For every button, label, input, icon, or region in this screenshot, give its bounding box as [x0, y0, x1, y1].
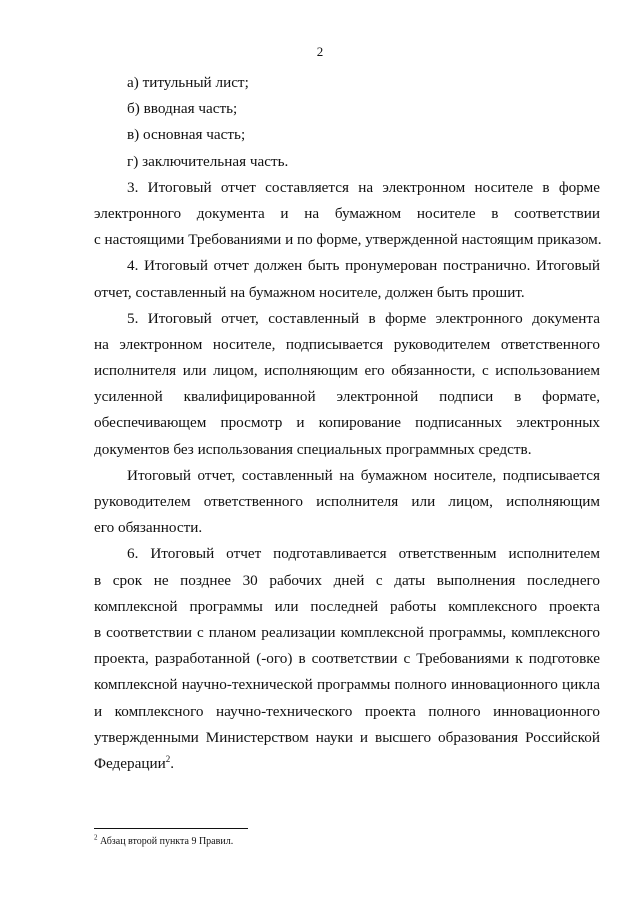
list-item: в) основная часть;: [127, 126, 246, 144]
paragraph-4-line: 4. Итоговый отчет должен быть пронумерован постранично. Итоговый: [127, 257, 600, 275]
footnote-marker: 2: [94, 833, 98, 842]
page-number: 2: [316, 44, 324, 59]
paragraph-5-line: исполнителя или лицом, исполняющим его обязанности, с использованием: [94, 362, 600, 380]
paragraph-3-line: электронного документа и на бумажном носителе в соответствии: [94, 204, 600, 222]
paragraph-6-line: проекта, разработанной (-ого) в соответствии с Требованиями к подготовке: [94, 650, 600, 668]
paragraph-6-line: 6. Итоговый отчет подготавливается ответственным исполнителем: [127, 545, 600, 563]
list-item: б) вводная часть;: [127, 100, 238, 118]
paragraph-3-line: с настоящими Требованиями и по форме, утвержденной настоящим приказом.: [94, 231, 602, 249]
paragraph-6-line: в срок не позднее 30 рабочих дней с даты выполнения последнего: [94, 571, 600, 589]
paragraph-5b-line: Итоговый отчет, составленный на бумажном носителе, подписывается: [127, 466, 600, 484]
list-item: г) заключительная часть.: [127, 152, 289, 170]
footnote-text: Абзац второй пункта 9 Правил.: [97, 836, 234, 847]
paragraph-3-line: 3. Итоговый отчет составляется на электронном носителе в форме: [127, 178, 600, 196]
paragraph-6-line: в соответствии с планом реализации комплексной программы, комплексного: [94, 623, 600, 641]
paragraph-6-line: комплексной программы или последней работы комплексного проекта: [94, 597, 600, 615]
paragraph-5-line: документов без использования специальных программных средств.: [94, 440, 532, 458]
footnote: [94, 835, 233, 849]
paragraph-5b-line: руководителем ответственного исполнителя или лицом, исполняющим: [94, 493, 600, 510]
paragraph-6-line: [94, 751, 600, 777]
footnote-separator: [94, 828, 248, 829]
paragraph-5-line: обеспечивающем просмотр и копирование подписанных электронных: [94, 414, 600, 432]
list-item: а) титульный лист;: [127, 74, 249, 91]
paragraph-6-line: и комплексного научно-технического проекта полного инновационного: [94, 702, 600, 720]
paragraph-6-last-text: Федерации: [94, 754, 166, 772]
paragraph-5-line: на электронном носителе, подписывается руководителем ответственного: [94, 335, 600, 353]
paragraph-5-line: усиленной квалифицированной электронной подписи в формате,: [94, 388, 600, 406]
paragraph-6-end-punct: .: [170, 754, 175, 772]
paragraph-4-line: отчет, составленный на бумажном носителе, должен быть прошит.: [94, 283, 525, 301]
paragraph-5b-line: его обязанности.: [94, 519, 203, 537]
paragraph-6-line: комплексной научно-технической программы полного инновационного цикла: [94, 676, 600, 694]
paragraph-5-line: 5. Итоговый отчет, составленный в форме электронного документа: [127, 309, 600, 327]
footnote-reference[interactable]: 2: [165, 753, 171, 764]
paragraph-6-line: утвержденными Министерством науки и высшего образования Российской: [94, 728, 600, 746]
document-body: [94, 70, 600, 777]
